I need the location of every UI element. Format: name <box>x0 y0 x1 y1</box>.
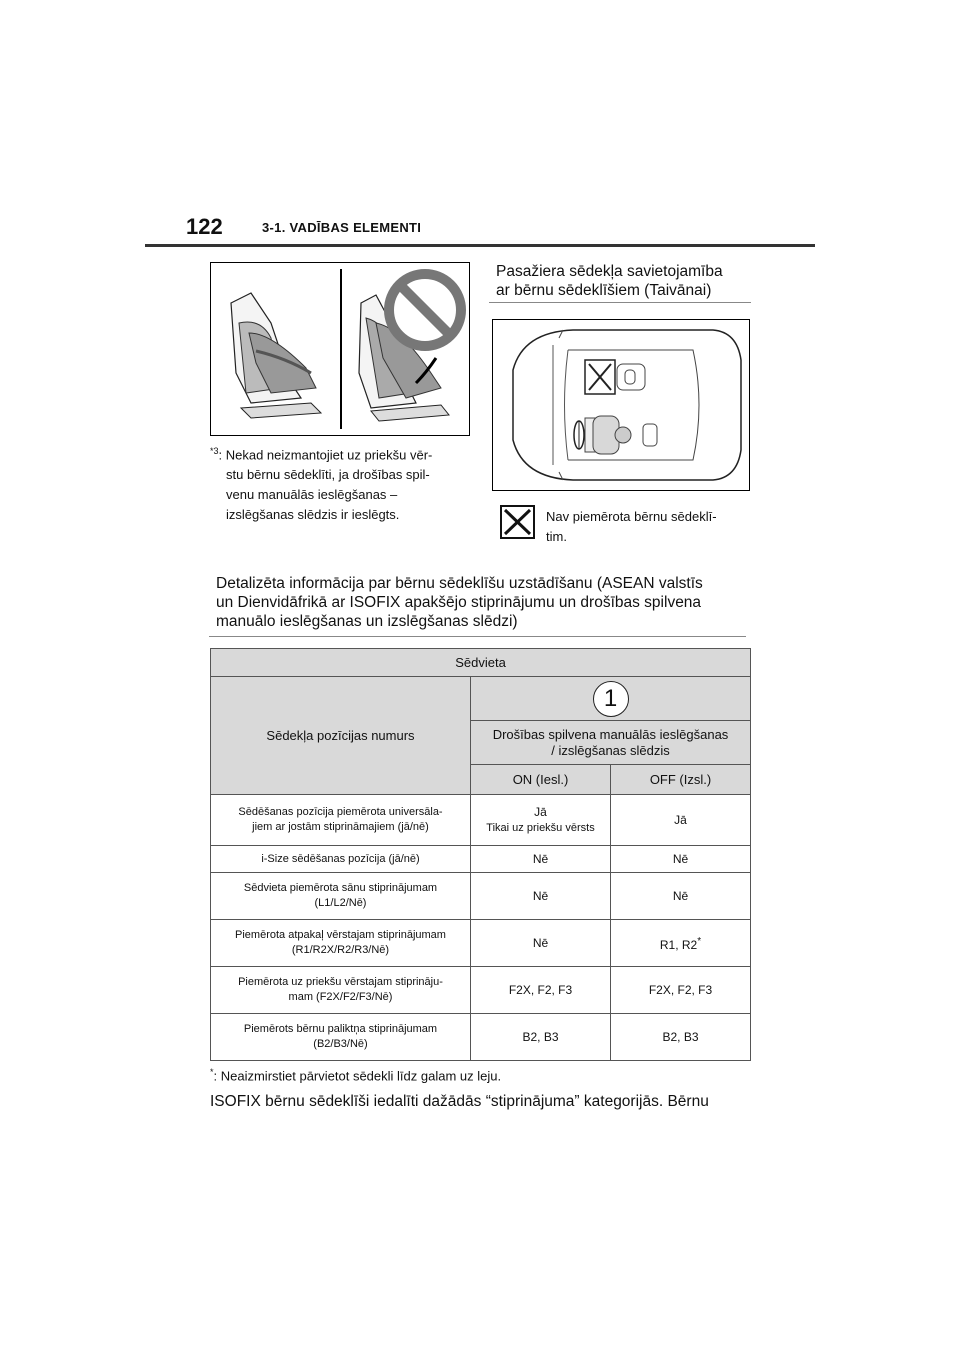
note-line-1: : Nekad neizmantojiet uz priekšu vēr- <box>218 447 433 463</box>
table-row <box>211 1014 751 1061</box>
row-label-line-1: Piemērota atpakaļ vērstajam stiprinājumam <box>235 929 446 941</box>
row-off-value: F2X, F2, F3 <box>611 967 751 1014</box>
row-label <box>211 920 471 967</box>
row-on-sub: Tikai uz priekšu vērsts <box>486 822 595 834</box>
position-number-badge: 1 <box>593 681 629 717</box>
switch-header <box>471 721 751 765</box>
row-off-value: Jā <box>611 795 751 846</box>
row-on-value: Nē <box>471 846 611 873</box>
isofix-compatibility-table <box>210 648 751 1061</box>
row-off-value: Nē <box>611 846 751 873</box>
asean-heading-rule <box>209 636 746 637</box>
taiwan-heading-rule <box>489 302 751 303</box>
footnote-text: : Neaizmirstiet pārvietot sēdekli līdz galam uz leju. <box>213 1068 502 1084</box>
row-on-value <box>471 795 611 846</box>
row-label-line-1: Piemērots bērnu paliktņa stiprinājumam <box>243 1023 438 1035</box>
legend-line-2: tim. <box>546 529 567 544</box>
row-off-value: Nē <box>611 873 751 920</box>
row-label-line-2: (R1/R2X/R2/R3/Nē) <box>291 944 390 956</box>
table-row <box>211 873 751 920</box>
page-number: 122 <box>186 214 223 239</box>
taiwan-heading <box>496 262 756 300</box>
row-off-value: B2, B3 <box>611 1014 751 1061</box>
note-forward-facing-warning <box>210 441 480 525</box>
row-label <box>211 967 471 1014</box>
unsuitable-seat-legend-icon <box>500 505 535 539</box>
row-on-value: Nē <box>471 873 611 920</box>
table-row <box>211 846 751 873</box>
row-label-line-2: (L1/L2/Nē) <box>314 897 367 909</box>
legend-line-1: Nav piemērota bērnu sēdeklī- <box>546 509 717 524</box>
footnote-marker: * <box>210 1067 214 1077</box>
row-off-footnote-mark: * <box>697 935 702 947</box>
row-label <box>211 795 471 846</box>
header-rule <box>145 244 815 247</box>
row-label-line-1: Sēdvieta piemērota sānu stiprinājumam <box>243 882 438 894</box>
asean-heading <box>216 574 756 631</box>
row-label-line-2: jiem ar jostām stiprināmajiem (jā/nē) <box>252 821 429 833</box>
body-text: ISOFIX bērnu sēdeklīši iedalīti dažādās “stiprinājuma” kategorijās. Bērnu <box>210 1093 709 1110</box>
x-box-icon <box>500 505 535 539</box>
table-row <box>211 795 751 846</box>
position-label: Sēdekļa pozīcijas numurs <box>211 677 471 795</box>
car-top-view-illustration <box>492 319 750 491</box>
footnote <box>210 1067 501 1083</box>
on-header: ON (Iesl.) <box>471 765 611 795</box>
off-header: OFF (Izsl.) <box>611 765 751 795</box>
asean-heading-line-2: un Dienvidāfrikā ar ISOFIX apakšējo stiprinājumu un drošības spilvena <box>216 594 702 611</box>
table-row <box>211 967 751 1014</box>
row-on-value: F2X, F2, F3 <box>471 967 611 1014</box>
asean-heading-line-1: Detalizēta informācija par bērnu sēdeklīšu uzstādīšanu (ASEAN valstīs <box>216 575 703 592</box>
child-seat-illustration <box>210 262 470 436</box>
row-label-line-1: Piemērota uz priekšu vērstajam stiprināju- <box>238 976 443 988</box>
row-off-text: R1, R2 <box>659 937 698 952</box>
switch-header-line-1: Drošības spilvena manuālās ieslēgšanas <box>492 726 729 742</box>
section-title: 3-1. VADĪBAS ELEMENTI <box>262 220 422 235</box>
row-label <box>211 1014 471 1061</box>
note-line-2: stu bērnu sēdeklīti, ja drošības spil- <box>226 467 430 483</box>
taiwan-heading-line-2: ar bērnu sēdeklīšiem (Taivānai) <box>496 282 712 299</box>
row-label-line-1: Sēdēšanas pozīcija piemērota universāla- <box>238 806 443 818</box>
switch-header-line-2: / izslēgšanas slēdzis <box>551 742 670 758</box>
row-label <box>211 873 471 920</box>
row-label: i-Size sēdēšanas pozīcija (jā/nē) <box>211 846 471 873</box>
child-seat-drawing <box>211 263 469 435</box>
car-top-view-drawing <box>493 320 749 490</box>
seat-header: Sēdvieta <box>211 649 751 677</box>
row-off-value <box>611 920 751 967</box>
position-number-cell <box>471 677 751 721</box>
row-on-value: B2, B3 <box>471 1014 611 1061</box>
row-label-line-2: mam (F2X/F2/F3/Nē) <box>288 991 393 1003</box>
taiwan-heading-line-1: Pasažiera sēdekļa savietojamība <box>496 263 723 280</box>
row-on-main: Jā <box>534 805 547 819</box>
note-line-3: venu manuālās ieslēgšanas – <box>226 487 398 503</box>
note-marker: *3 <box>210 446 219 456</box>
row-label-line-2: (B2/B3/Nē) <box>313 1038 368 1050</box>
table-row <box>211 920 751 967</box>
row-on-value: Nē <box>471 920 611 967</box>
unsuitable-seat-legend-text <box>546 507 746 547</box>
asean-heading-line-3: manuālo ieslēgšanas un izslēgšanas slēdzi) <box>216 613 518 630</box>
note-line-4: izslēgšanas slēdzis ir ieslēgts. <box>226 507 400 523</box>
